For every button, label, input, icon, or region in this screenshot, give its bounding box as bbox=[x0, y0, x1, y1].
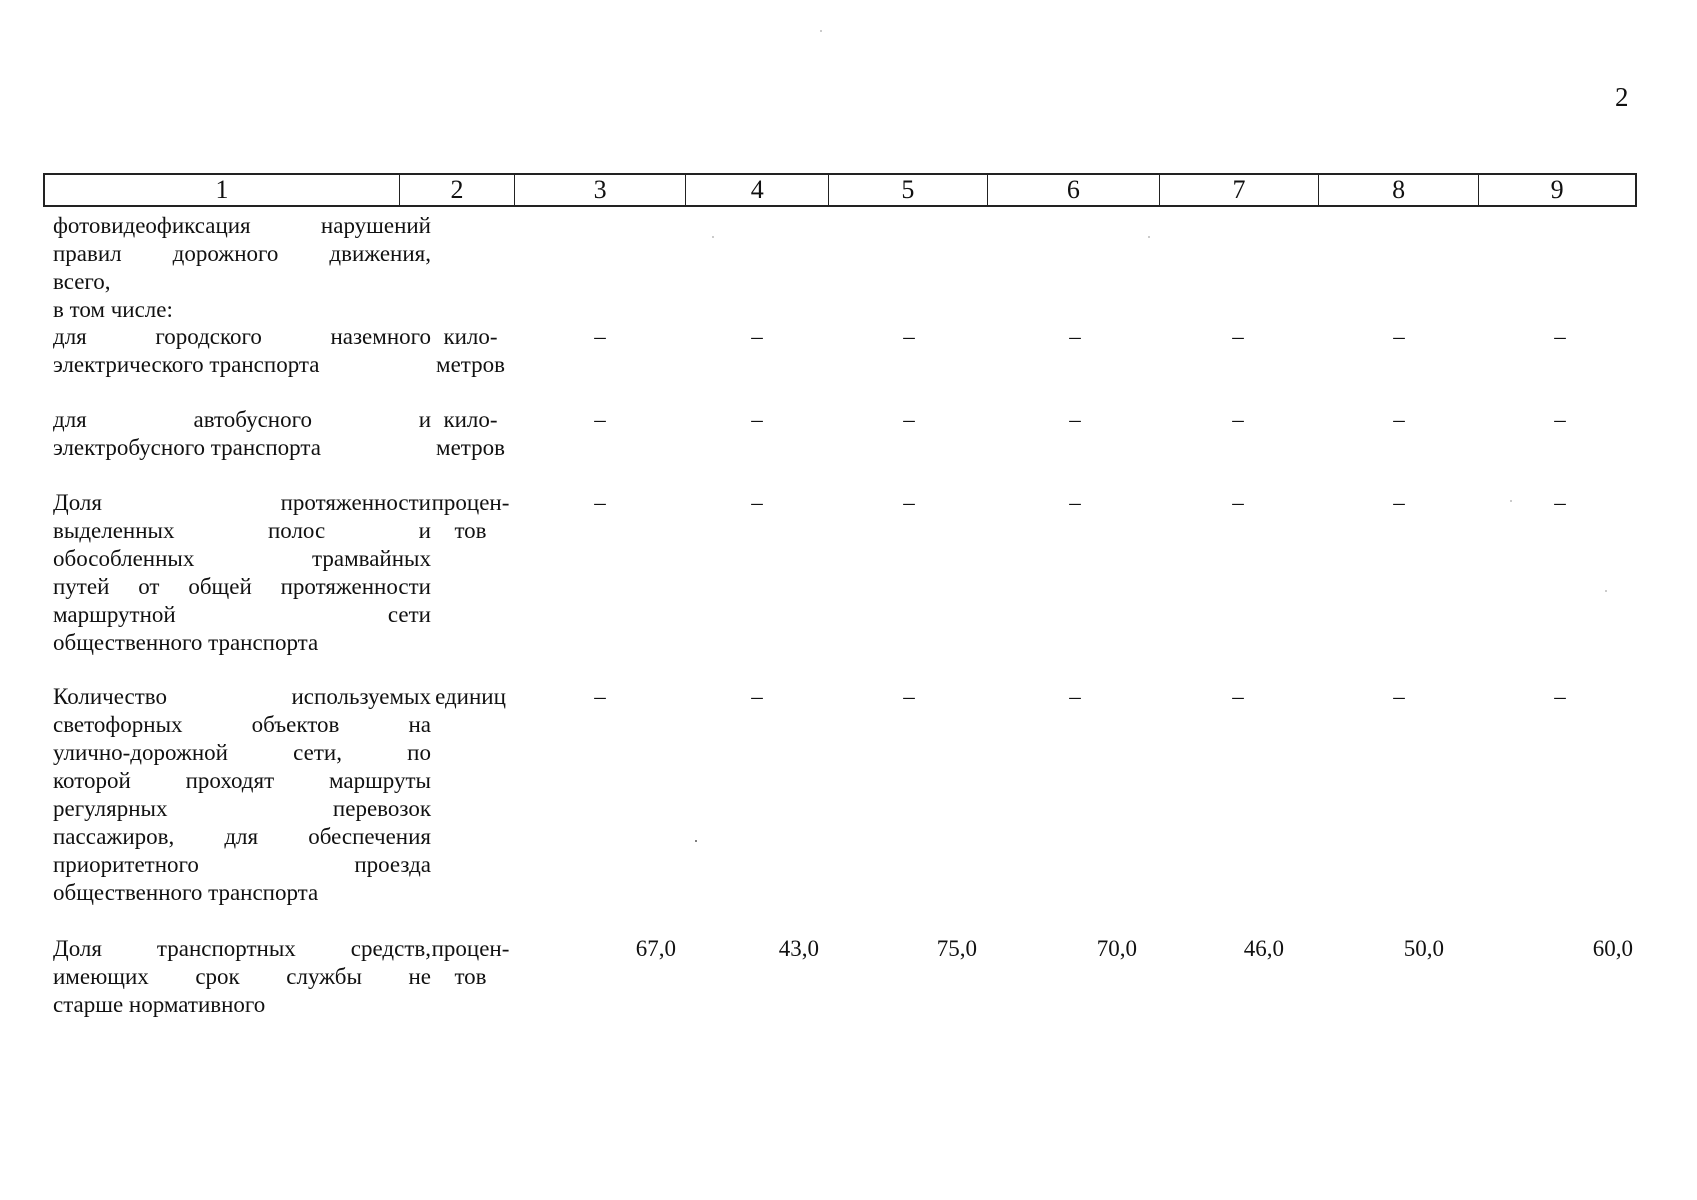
value-dash: – bbox=[1069, 324, 1081, 349]
value-cell: 67,0 bbox=[635, 936, 676, 961]
indicator-cell bbox=[53, 683, 431, 907]
scan-speck bbox=[1605, 590, 1607, 592]
indicator-line: светофорных объектов на bbox=[53, 712, 431, 737]
unit-line: процен- bbox=[431, 490, 510, 515]
value-cell: 60,0 bbox=[1592, 936, 1633, 961]
indicator-line: Доля транспортных средств, bbox=[53, 936, 431, 961]
indicator-line: правил дорожного движения, bbox=[53, 241, 431, 266]
value-dash: – bbox=[1069, 407, 1081, 432]
scan-speck bbox=[712, 236, 714, 238]
value-dash: – bbox=[1554, 324, 1566, 349]
value-dash: – bbox=[1554, 490, 1566, 515]
scan-speck bbox=[695, 840, 697, 842]
unit-cell bbox=[398, 489, 543, 545]
value-dash: – bbox=[1069, 490, 1081, 515]
value-cell: 70,0 bbox=[1096, 936, 1137, 961]
value-dash: – bbox=[594, 684, 606, 709]
table-header-row bbox=[43, 173, 1637, 207]
indicator-line: пассажиров, для обеспечения bbox=[53, 824, 431, 849]
value-dash: – bbox=[903, 684, 915, 709]
unit-cell bbox=[398, 323, 543, 379]
indicator-line: всего, bbox=[53, 269, 111, 294]
header-cell-5: 5 bbox=[829, 175, 988, 205]
indicator-line: путей от общей протяженности bbox=[53, 574, 431, 599]
value-dash: – bbox=[1393, 324, 1405, 349]
indicator-line: которой проходят маршруты bbox=[53, 768, 431, 793]
value-dash: – bbox=[594, 490, 606, 515]
indicator-line: электрического транспорта bbox=[53, 352, 320, 377]
value-dash: – bbox=[751, 490, 763, 515]
value-dash: – bbox=[594, 324, 606, 349]
indicator-line: в том числе: bbox=[53, 297, 173, 322]
indicator-line: Количество используемых bbox=[53, 684, 431, 709]
value-dash: – bbox=[903, 490, 915, 515]
indicator-line: регулярных перевозок bbox=[53, 796, 431, 821]
header-cell-6: 6 bbox=[988, 175, 1161, 205]
value-dash: – bbox=[903, 407, 915, 432]
indicator-line: для автобусного и bbox=[53, 407, 431, 432]
unit-line: тов bbox=[454, 518, 487, 543]
value-dash: – bbox=[751, 407, 763, 432]
value-dash: – bbox=[1393, 407, 1405, 432]
unit-line: единиц bbox=[435, 684, 506, 709]
indicator-line: общественного транспорта bbox=[53, 630, 319, 655]
value-dash: – bbox=[751, 324, 763, 349]
indicator-line: Доля протяженности bbox=[53, 490, 431, 515]
unit-cell bbox=[398, 935, 543, 991]
unit-cell bbox=[398, 683, 543, 711]
value-dash: – bbox=[1393, 684, 1405, 709]
header-cell-2: 2 bbox=[400, 175, 515, 205]
header-cell-8: 8 bbox=[1319, 175, 1480, 205]
value-dash: – bbox=[1554, 684, 1566, 709]
unit-line: метров bbox=[436, 435, 505, 460]
indicator-line: электробусного транспорта bbox=[53, 435, 321, 460]
value-dash: – bbox=[1232, 324, 1244, 349]
indicator-line: выделенных полос и bbox=[53, 518, 431, 543]
indicator-cell bbox=[53, 406, 431, 462]
indicator-line: имеющих срок службы не bbox=[53, 964, 431, 989]
value-cell: 50,0 bbox=[1403, 936, 1444, 961]
unit-line: метров bbox=[436, 352, 505, 377]
unit-line: кило- bbox=[443, 324, 498, 349]
value-cell: 46,0 bbox=[1243, 936, 1284, 961]
value-dash: – bbox=[1554, 407, 1566, 432]
value-dash: – bbox=[1232, 490, 1244, 515]
header-cell-3: 3 bbox=[515, 175, 687, 205]
unit-line: кило- bbox=[443, 407, 498, 432]
unit-cell bbox=[398, 406, 543, 462]
indicator-line: обособленных трамвайных bbox=[53, 546, 431, 571]
value-dash: – bbox=[903, 324, 915, 349]
indicator-cell bbox=[53, 212, 431, 324]
scan-speck bbox=[1510, 500, 1512, 502]
indicator-line: фотовидеофиксация нарушений bbox=[53, 213, 431, 238]
indicator-cell bbox=[53, 935, 431, 1019]
value-dash: – bbox=[1393, 490, 1405, 515]
value-dash: – bbox=[751, 684, 763, 709]
scan-speck bbox=[1148, 236, 1150, 238]
indicator-line: старше нормативного bbox=[53, 992, 266, 1017]
unit-line: тов bbox=[454, 964, 487, 989]
value-cell: 75,0 bbox=[936, 936, 977, 961]
indicator-cell bbox=[53, 489, 431, 657]
indicator-cell bbox=[53, 323, 431, 379]
indicator-line: для городского наземного bbox=[53, 324, 431, 349]
indicator-line: общественного транспорта bbox=[53, 880, 319, 905]
value-dash: – bbox=[594, 407, 606, 432]
indicator-line: приоритетного проезда bbox=[53, 852, 431, 877]
header-cell-7: 7 bbox=[1160, 175, 1319, 205]
indicator-line: маршрутной сети bbox=[53, 602, 431, 627]
scan-speck bbox=[820, 30, 822, 32]
value-cell: 43,0 bbox=[778, 936, 819, 961]
value-dash: – bbox=[1232, 407, 1244, 432]
header-cell-4: 4 bbox=[686, 175, 829, 205]
value-dash: – bbox=[1232, 684, 1244, 709]
header-cell-9: 9 bbox=[1550, 175, 1564, 204]
unit-line: процен- bbox=[431, 936, 510, 961]
header-cell-1: 1 bbox=[45, 175, 400, 205]
page-number: 2 bbox=[1615, 82, 1629, 112]
value-dash: – bbox=[1069, 684, 1081, 709]
indicator-line: улично-дорожной сети, по bbox=[53, 740, 431, 765]
